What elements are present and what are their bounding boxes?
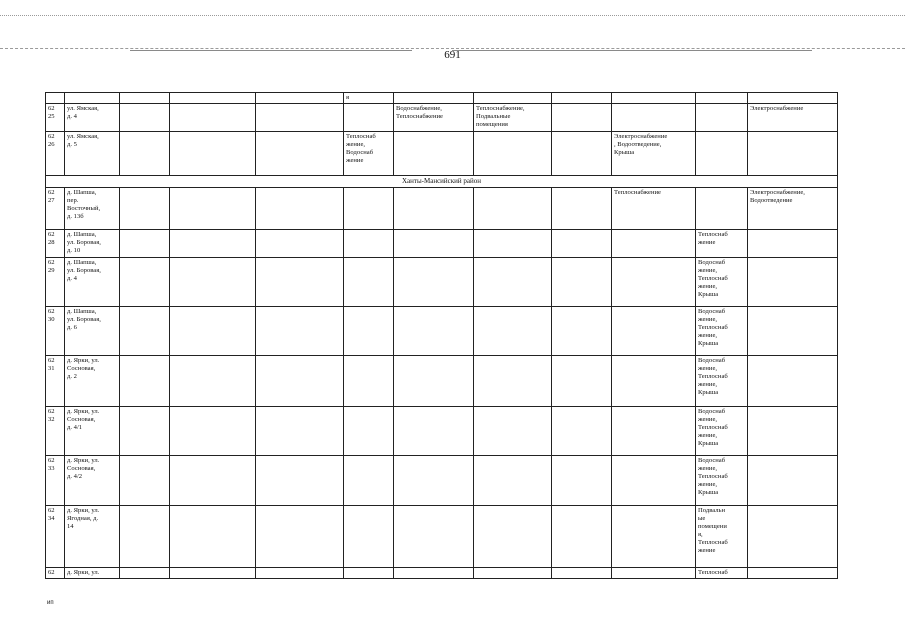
work-cell-col-9 — [552, 355, 612, 406]
work-cell-col-4 — [170, 93, 256, 104]
work-cell-col-8 — [474, 132, 552, 176]
work-cell-col-10 — [612, 306, 696, 355]
work-cell-col-12 — [748, 355, 838, 406]
work-cell-col-8 — [474, 257, 552, 306]
row-number: 62 26 — [46, 132, 65, 176]
work-cell-col-6 — [344, 505, 394, 567]
work-cell-col-7 — [394, 229, 474, 257]
table-row — [46, 132, 838, 176]
work-cell-col-7 — [394, 187, 474, 229]
work-cell-col-9 — [552, 306, 612, 355]
work-cell-col-6 — [344, 455, 394, 505]
work-cell-col-7 — [394, 306, 474, 355]
row-number — [46, 93, 65, 104]
work-cell-col-4 — [170, 406, 256, 455]
work-cell-col-8 — [474, 306, 552, 355]
work-cell-col-4 — [170, 187, 256, 229]
work-cell-col-12 — [748, 406, 838, 455]
work-cell-col-3 — [120, 104, 170, 132]
work-cell-col-12 — [748, 229, 838, 257]
work-cell-col-8 — [474, 505, 552, 567]
work-cell-col-4 — [170, 257, 256, 306]
work-cell-col-10 — [612, 567, 696, 578]
work-cell-col-3 — [120, 229, 170, 257]
work-cell-col-4 — [170, 104, 256, 132]
work-cell-col-5 — [256, 306, 344, 355]
work-cell-col-6: я — [344, 93, 394, 104]
table-row — [46, 567, 838, 578]
work-cell-col-11 — [696, 132, 748, 176]
work-cell-col-7 — [394, 355, 474, 406]
work-cell-col-4 — [170, 229, 256, 257]
work-cell-col-12 — [748, 257, 838, 306]
work-cell-col-12 — [748, 455, 838, 505]
section-title: Ханты-Мансийский район — [46, 176, 838, 188]
work-cell-col-10 — [612, 104, 696, 132]
work-cell-col-12 — [748, 505, 838, 567]
work-cell-col-10 — [612, 355, 696, 406]
row-number: 62 33 — [46, 455, 65, 505]
work-cell-col-7 — [394, 455, 474, 505]
address-cell: д. Ярки, ул. Сосновая, д. 4/1 — [65, 406, 120, 455]
address-cell — [65, 93, 120, 104]
work-cell-col-10 — [612, 505, 696, 567]
work-cell-col-6 — [344, 567, 394, 578]
repair-registry-table — [45, 92, 838, 579]
work-cell-col-10: Электроснабжение , Водоотведение, Крыша — [612, 132, 696, 176]
work-cell-col-12 — [748, 306, 838, 355]
row-number: 62 — [46, 567, 65, 578]
table-row — [46, 104, 838, 132]
work-cell-col-7 — [394, 93, 474, 104]
work-cell-col-11: Теплоснаб жение — [696, 229, 748, 257]
work-cell-col-12: Электроснабжение — [748, 104, 838, 132]
work-cell-col-8 — [474, 187, 552, 229]
row-number: 62 25 — [46, 104, 65, 132]
work-cell-col-4 — [170, 567, 256, 578]
page-number: 691 — [444, 49, 461, 61]
work-cell-col-8 — [474, 455, 552, 505]
row-number: 62 29 — [46, 257, 65, 306]
row-number: 62 31 — [46, 355, 65, 406]
work-cell-col-7 — [394, 505, 474, 567]
work-cell-col-5 — [256, 406, 344, 455]
work-cell-col-5 — [256, 567, 344, 578]
work-cell-col-3 — [120, 187, 170, 229]
work-cell-col-7 — [394, 132, 474, 176]
work-cell-col-8 — [474, 567, 552, 578]
work-cell-col-4 — [170, 306, 256, 355]
work-cell-col-6 — [344, 257, 394, 306]
work-cell-col-3 — [120, 355, 170, 406]
work-cell-col-9 — [552, 455, 612, 505]
work-cell-col-5 — [256, 132, 344, 176]
work-cell-col-6 — [344, 306, 394, 355]
work-cell-col-11: Водоснаб жение, Теплоснаб жение, Крыша — [696, 406, 748, 455]
work-cell-col-11: Водоснаб жение, Теплоснаб жение, Крыша — [696, 257, 748, 306]
work-cell-col-5 — [256, 355, 344, 406]
work-cell-col-9 — [552, 187, 612, 229]
work-cell-col-5 — [256, 187, 344, 229]
work-cell-col-7 — [394, 257, 474, 306]
address-cell: ул. Ямская, д. 4 — [65, 104, 120, 132]
work-cell-col-8 — [474, 229, 552, 257]
work-cell-col-3 — [120, 132, 170, 176]
address-cell: д. Шапша, ул. Боровая, д. 6 — [65, 306, 120, 355]
work-cell-col-9 — [552, 257, 612, 306]
work-cell-col-9 — [552, 567, 612, 578]
row-number: 62 30 — [46, 306, 65, 355]
work-cell-col-12 — [748, 567, 838, 578]
scan-artifact-top — [0, 15, 905, 16]
table-row — [46, 455, 838, 505]
row-number: 62 34 — [46, 505, 65, 567]
row-number: 62 28 — [46, 229, 65, 257]
address-cell: ул. Ямская, д. 5 — [65, 132, 120, 176]
work-cell-col-5 — [256, 455, 344, 505]
row-number: 62 27 — [46, 187, 65, 229]
work-cell-col-9 — [552, 132, 612, 176]
work-cell-col-9 — [552, 406, 612, 455]
address-cell: д. Шапша, пер. Восточный, д. 13б — [65, 187, 120, 229]
work-cell-col-10: Теплоснабжение — [612, 187, 696, 229]
work-cell-col-5 — [256, 505, 344, 567]
work-cell-col-10 — [612, 257, 696, 306]
address-cell: д. Ярки, ул. — [65, 567, 120, 578]
work-cell-col-9 — [552, 104, 612, 132]
work-cell-col-7: Водоснабжение, Теплоснабжение — [394, 104, 474, 132]
work-cell-col-6 — [344, 406, 394, 455]
work-cell-col-8: Теплоснабжение, Подвальные помещения — [474, 104, 552, 132]
work-cell-col-4 — [170, 505, 256, 567]
work-cell-col-3 — [120, 567, 170, 578]
address-cell: д. Шапша, ул. Боровая, д. 4 — [65, 257, 120, 306]
work-cell-col-11: Водоснаб жение, Теплоснаб жение, Крыша — [696, 306, 748, 355]
address-cell: д. Ярки, ул. Сосновая, д. 2 — [65, 355, 120, 406]
table-row — [46, 257, 838, 306]
table-row — [46, 406, 838, 455]
work-cell-col-11 — [696, 93, 748, 104]
work-cell-col-11 — [696, 187, 748, 229]
work-cell-col-12 — [748, 132, 838, 176]
work-cell-col-3 — [120, 455, 170, 505]
address-cell: д. Ярки, ул. Ягодная, д. 14 — [65, 505, 120, 567]
work-cell-col-11 — [696, 104, 748, 132]
header-rule-right — [452, 50, 812, 51]
work-cell-col-7 — [394, 567, 474, 578]
table-row — [46, 229, 838, 257]
work-cell-col-3 — [120, 93, 170, 104]
table-row — [46, 505, 838, 567]
work-cell-col-11: Подвальн ые помещени я, Теплоснаб жение — [696, 505, 748, 567]
table-row — [46, 306, 838, 355]
work-cell-col-4 — [170, 355, 256, 406]
work-cell-col-9 — [552, 505, 612, 567]
work-cell-col-8 — [474, 406, 552, 455]
work-cell-col-8 — [474, 93, 552, 104]
work-cell-col-10 — [612, 229, 696, 257]
work-cell-col-10 — [612, 455, 696, 505]
address-cell: д. Шапша, ул. Боровая, д. 10 — [65, 229, 120, 257]
work-cell-col-5 — [256, 104, 344, 132]
work-cell-col-12 — [748, 93, 838, 104]
work-cell-col-4 — [170, 132, 256, 176]
work-cell-col-3 — [120, 306, 170, 355]
table-row — [46, 187, 838, 229]
work-cell-col-4 — [170, 455, 256, 505]
address-cell: д. Ярки, ул. Сосновая, д. 4/2 — [65, 455, 120, 505]
section-row — [46, 176, 838, 188]
work-cell-col-5 — [256, 229, 344, 257]
work-cell-col-3 — [120, 257, 170, 306]
footer-mark: ип — [47, 600, 54, 606]
work-cell-col-7 — [394, 406, 474, 455]
work-cell-col-6 — [344, 355, 394, 406]
work-cell-col-12: Электроснабжение, Водоотведение — [748, 187, 838, 229]
row-number: 62 32 — [46, 406, 65, 455]
work-cell-col-6 — [344, 229, 394, 257]
work-cell-col-11: Водоснаб жение, Теплоснаб жение, Крыша — [696, 355, 748, 406]
work-cell-col-6 — [344, 187, 394, 229]
work-cell-col-3 — [120, 406, 170, 455]
work-cell-col-3 — [120, 505, 170, 567]
work-cell-col-10 — [612, 93, 696, 104]
work-cell-col-8 — [474, 355, 552, 406]
work-cell-col-5 — [256, 93, 344, 104]
work-cell-col-9 — [552, 229, 612, 257]
work-cell-col-9 — [552, 93, 612, 104]
work-cell-col-11: Теплоснаб — [696, 567, 748, 578]
table-row — [46, 93, 838, 104]
work-cell-col-11: Водоснаб жение, Теплоснаб жение, Крыша — [696, 455, 748, 505]
work-cell-col-6 — [344, 104, 394, 132]
work-cell-col-6: Теплоснаб жение, Водоснаб жение — [344, 132, 394, 176]
work-cell-col-10 — [612, 406, 696, 455]
table-row — [46, 355, 838, 406]
work-cell-col-5 — [256, 257, 344, 306]
